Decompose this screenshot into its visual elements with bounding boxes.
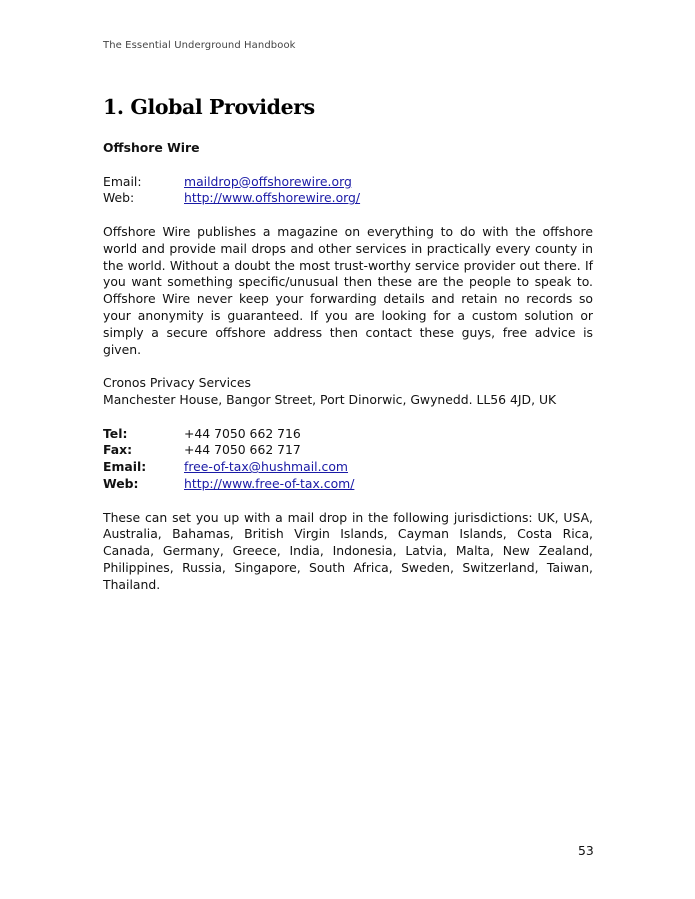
offshore-wire-web-link[interactable]: http://www.offshorewire.org/ (184, 190, 361, 206)
web-label: Web: (103, 190, 135, 206)
cronos-description: These can set you up with a mail drop in the following jurisdictions: UK, USA, Australia, Bahamas, British Virgin Islands, Cayman Islands, Costa Rica, Canada, Germany, Greece, India, Indonesia, Latvia, Malta, New Zealand, Philippines, Russia, Singapore, South Africa, Sweden, Switzerland, Taiwan, Thailand. (103, 509, 593, 592)
cronos-web-link[interactable]: http://www.free-of-tax.com/ (184, 475, 355, 491)
chapter-title: 1. Global Providers (103, 95, 315, 119)
email-label: Email: (103, 173, 142, 189)
cronos-tel-value: +44 7050 662 716 (184, 425, 301, 441)
cronos-email-row (103, 459, 593, 476)
offshore-wire-email-row (103, 174, 593, 191)
email-label: Email: (103, 459, 147, 475)
cronos-name: Cronos Privacy Services (103, 375, 251, 391)
tel-label: Tel: (103, 425, 128, 441)
offshore-wire-email-link[interactable]: maildrop@offshorewire.org (184, 173, 352, 189)
cronos-address: Manchester House, Bangor Street, Port Dinorwic, Gwynedd. LL56 4JD, UK (103, 391, 557, 407)
offshore-wire-heading: Offshore Wire (103, 140, 200, 155)
cronos-fax-row (103, 442, 593, 459)
fax-label: Fax: (103, 442, 133, 458)
running-header: The Essential Underground Handbook (103, 40, 296, 51)
cronos-email-link[interactable]: free-of-tax@hushmail.com (184, 459, 349, 475)
page-number: 53 (578, 843, 594, 858)
page-content (103, 140, 593, 594)
cronos-fax-value: +44 7050 662 717 (184, 442, 301, 458)
web-label: Web: (103, 475, 139, 491)
cronos-tel-row (103, 426, 593, 443)
offshore-wire-description: Offshore Wire publishes a magazine on everything to do with the offshore world and provide mail drops and other services in practically every county in the world. Without a doubt the most trust-worthy service provider out there. If you want something specific/unusual then these are the people to speak to. Offshore Wire never keep your forwarding details and retain no records so your anonymity is guaranteed. If you are looking for a custom solution or simply a secure offshore address then contact these guys, free advice is given. (103, 223, 593, 357)
cronos-web-row (103, 476, 593, 493)
offshore-wire-web-row (103, 190, 593, 207)
